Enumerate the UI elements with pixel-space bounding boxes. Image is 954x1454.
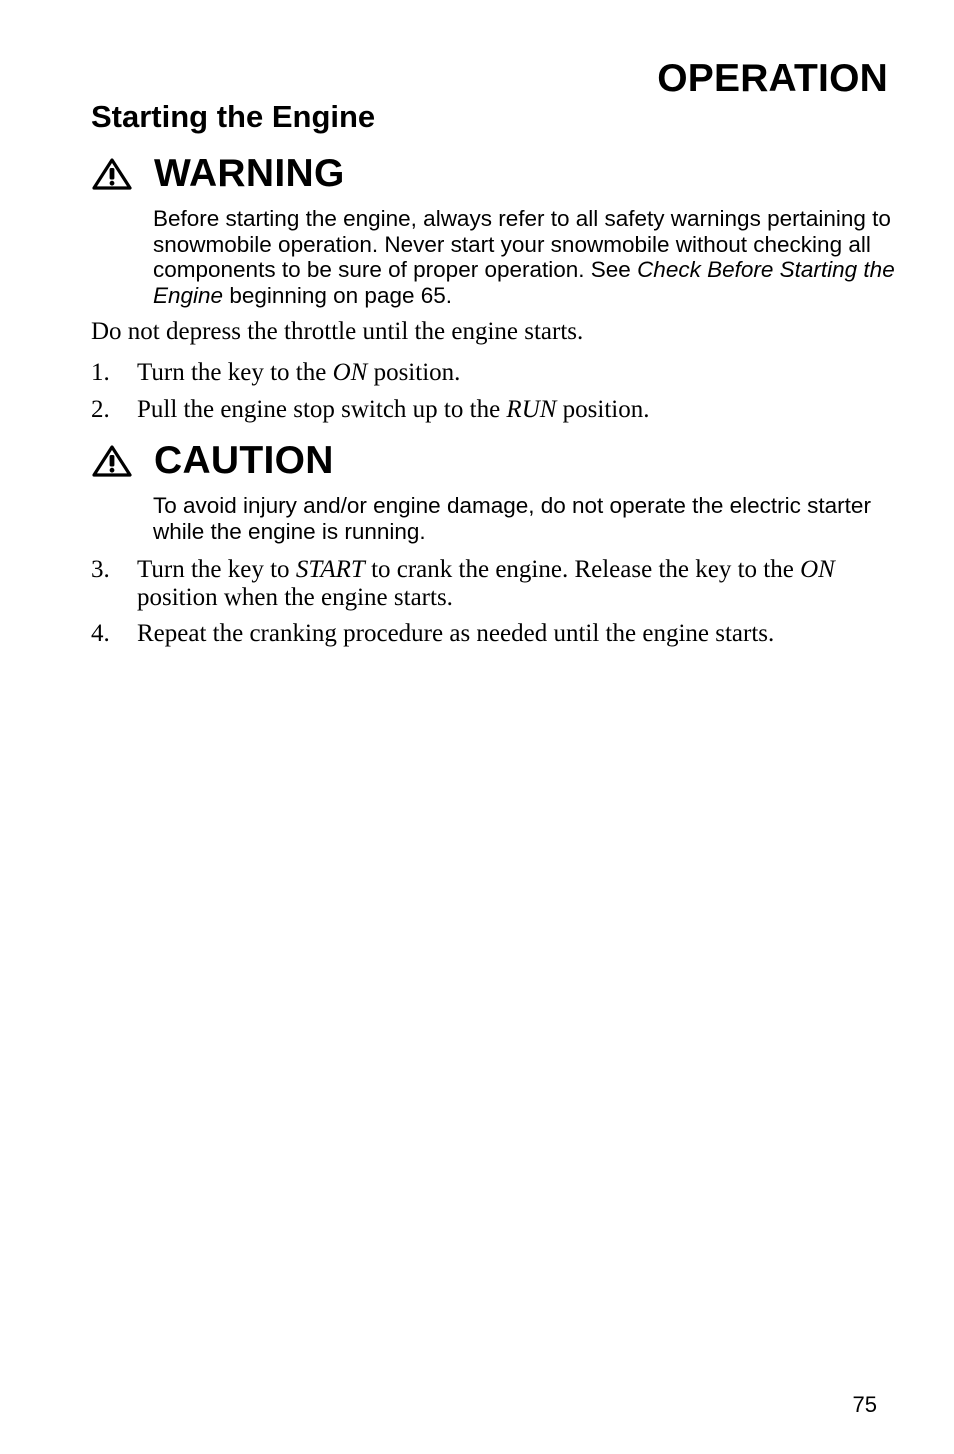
warning-triangle-icon	[92, 158, 132, 190]
warning-heading	[92, 151, 345, 197]
step-text: Turn the key to START to crank the engine. Release the key to the ON position when the engine starts.	[137, 556, 835, 611]
step-number: 2.	[91, 396, 110, 423]
intro-text: Do not depress the throttle until the engine starts.	[91, 318, 584, 345]
step-number: 1.	[91, 359, 110, 386]
caution-label: CAUTION	[154, 439, 334, 482]
warning-label: WARNING	[154, 152, 345, 195]
caution-text: To avoid injury and/or engine damage, do not operate the electric starter while the engine is running.	[153, 493, 871, 544]
step-2	[91, 396, 891, 424]
step-number: 3.	[91, 556, 110, 583]
cross-reference: Check Before Starting the Engine	[153, 257, 895, 308]
caution-heading	[92, 438, 334, 484]
warning-text: Before starting the engine, always refer to all safety warnings pertaining to snowmobile operation. Never start your snowmobile without checking all components to be sure of proper operation. See Check Before Starting the Engine beginning on page 65.	[153, 206, 895, 308]
step-3	[91, 556, 891, 612]
step-1	[91, 359, 891, 387]
step-text: Repeat the cranking procedure as needed until the engine starts.	[137, 620, 775, 647]
step-number: 4.	[91, 620, 110, 647]
warning-triangle-icon	[92, 445, 132, 477]
step-text: Pull the engine stop switch up to the RUN position.	[137, 396, 650, 423]
chapter-title: OPERATION	[657, 57, 888, 100]
step-text: Turn the key to the ON position.	[137, 359, 461, 386]
step-4	[91, 620, 891, 648]
section-title: Starting the Engine	[91, 99, 376, 134]
page-number: 75	[852, 1392, 877, 1417]
